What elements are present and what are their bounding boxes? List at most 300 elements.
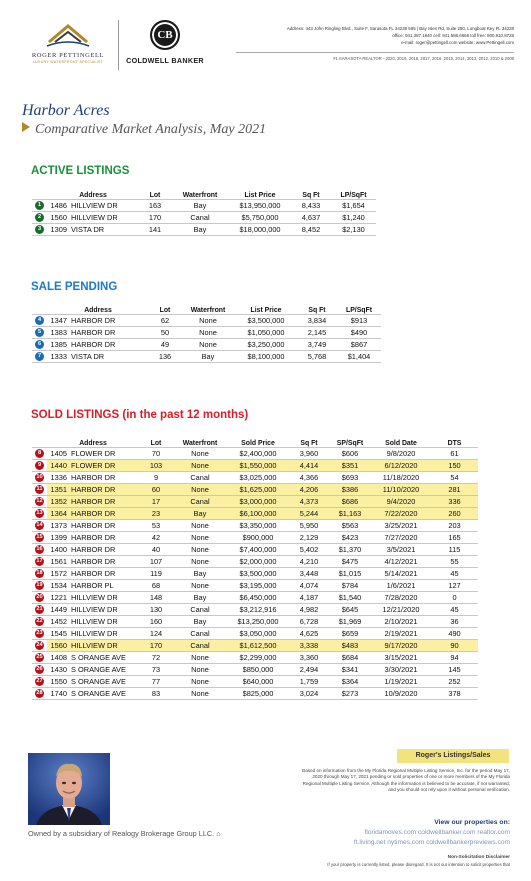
column-header: DTS bbox=[447, 439, 462, 447]
logo-divider bbox=[118, 20, 119, 70]
price-cell: $1,050,000 bbox=[235, 326, 297, 338]
price-per-sqft-cell: $1,969 bbox=[329, 615, 371, 627]
column-header: LP/SqFt bbox=[340, 191, 367, 199]
row-number-badge: 17 bbox=[36, 557, 43, 564]
street-name: S ORANGE AVE bbox=[69, 675, 139, 687]
sqft-cell: 2,494 bbox=[289, 663, 329, 675]
table-row[interactable] bbox=[32, 314, 381, 326]
price-cell: $3,500,000 bbox=[227, 567, 289, 579]
price-cell: $3,212,916 bbox=[227, 603, 289, 615]
street-number: 1373 bbox=[47, 519, 69, 531]
row-number-badge: 2 bbox=[35, 213, 44, 222]
waterfront-cell: Canal bbox=[173, 627, 227, 639]
price-per-sqft-cell: $2,130 bbox=[331, 223, 376, 235]
street-number: 1352 bbox=[47, 495, 69, 507]
sold-date-cell: 7/28/2020 bbox=[371, 591, 431, 603]
price-per-sqft-cell: $273 bbox=[329, 687, 371, 699]
waterfront-cell: Canal bbox=[171, 211, 229, 223]
price-per-sqft-cell: $1,163 bbox=[329, 507, 371, 519]
roger-pettingell-logo[interactable] bbox=[22, 20, 114, 72]
row-number-badge: 14 bbox=[36, 521, 43, 528]
row-number-badge: 3 bbox=[35, 225, 44, 234]
waterfront-cell: None bbox=[173, 675, 227, 687]
sqft-cell: 2,145 bbox=[297, 326, 337, 338]
price-per-sqft-cell: $490 bbox=[337, 326, 381, 338]
row-marker bbox=[32, 199, 47, 211]
price-per-sqft-cell: $386 bbox=[329, 483, 371, 495]
price-cell: $6,100,000 bbox=[227, 507, 289, 519]
table-row[interactable] bbox=[32, 651, 478, 663]
days-to-sell-cell: 378 bbox=[431, 687, 478, 699]
row-number-badge: 5 bbox=[35, 328, 44, 337]
sqft-cell: 3,749 bbox=[297, 338, 337, 350]
street-number: 1333 bbox=[47, 350, 69, 362]
waterfront-cell: Bay bbox=[173, 615, 227, 627]
sqft-cell: 4,074 bbox=[289, 579, 329, 591]
rogers-listings-button[interactable]: Roger's Listings/Sales bbox=[397, 749, 509, 763]
sqft-cell: 4,210 bbox=[289, 555, 329, 567]
column-header: Waterfront bbox=[182, 191, 218, 199]
column-header: Lot bbox=[159, 306, 171, 314]
row-marker bbox=[32, 531, 47, 543]
table-row[interactable] bbox=[32, 459, 478, 471]
street-number: 1364 bbox=[47, 507, 69, 519]
sqft-cell: 3,024 bbox=[289, 687, 329, 699]
days-to-sell-cell: 127 bbox=[431, 579, 478, 591]
price-cell: $3,000,000 bbox=[227, 495, 289, 507]
sold-date-cell: 4/12/2021 bbox=[371, 555, 431, 567]
column-header-address: Address bbox=[84, 306, 112, 314]
table-row[interactable] bbox=[32, 615, 478, 627]
street-name: HILLVIEW DR bbox=[69, 627, 139, 639]
active-listings-table bbox=[32, 186, 376, 236]
sqft-cell: 3,960 bbox=[289, 447, 329, 459]
column-header-address: Address bbox=[79, 439, 107, 447]
table-header-row bbox=[32, 301, 381, 314]
waterfront-cell: None bbox=[173, 459, 227, 471]
cb-brand-name: COLDWELL BANKER bbox=[126, 56, 204, 65]
row-marker bbox=[32, 447, 47, 459]
lot-cell: 83 bbox=[139, 687, 173, 699]
waterfront-cell: Bay bbox=[171, 199, 229, 211]
price-cell: $3,195,000 bbox=[227, 579, 289, 591]
lot-cell: 23 bbox=[139, 507, 173, 519]
sold-date-cell: 3/25/2021 bbox=[371, 519, 431, 531]
row-marker bbox=[32, 615, 47, 627]
street-name: HILLVIEW DR bbox=[69, 591, 139, 603]
row-marker bbox=[32, 326, 47, 338]
row-marker bbox=[32, 338, 47, 350]
price-cell: $13,950,000 bbox=[229, 199, 291, 211]
days-to-sell-cell: 0 bbox=[431, 591, 478, 603]
sqft-cell: 4,637 bbox=[291, 211, 331, 223]
sqft-cell: 4,373 bbox=[289, 495, 329, 507]
lot-cell: 73 bbox=[139, 663, 173, 675]
lot-cell: 50 bbox=[149, 326, 181, 338]
row-marker bbox=[32, 314, 47, 326]
street-number: 1221 bbox=[47, 591, 69, 603]
street-number: 1351 bbox=[47, 483, 69, 495]
sold-date-cell: 12/21/2020 bbox=[371, 603, 431, 615]
days-to-sell-cell: 61 bbox=[431, 447, 478, 459]
lot-cell: 119 bbox=[139, 567, 173, 579]
sqft-cell: 4,366 bbox=[289, 471, 329, 483]
table-row[interactable] bbox=[32, 211, 376, 223]
table-row[interactable] bbox=[32, 507, 478, 519]
street-name: HARBOR PL bbox=[69, 579, 139, 591]
sold-date-cell: 10/9/2020 bbox=[371, 687, 431, 699]
street-name: VISTA DR bbox=[69, 223, 139, 235]
price-per-sqft-cell: $867 bbox=[337, 338, 381, 350]
sold-listings-title: SOLD LISTINGS (in the past 12 months) bbox=[31, 409, 249, 421]
street-number: 1740 bbox=[47, 687, 69, 699]
page-header bbox=[0, 0, 531, 80]
price-per-sqft-cell: $1,654 bbox=[331, 199, 376, 211]
rp-brand-tagline: LUXURY WATERFRONT SPECIALIST bbox=[32, 60, 104, 64]
row-number-badge: 22 bbox=[36, 617, 43, 624]
sold-date-cell: 11/18/2020 bbox=[371, 471, 431, 483]
lot-cell: 72 bbox=[139, 651, 173, 663]
table-row[interactable] bbox=[32, 338, 381, 350]
street-name: HARBOR DR bbox=[69, 555, 139, 567]
sold-date-cell: 9/17/2020 bbox=[371, 639, 431, 651]
days-to-sell-cell: 490 bbox=[431, 627, 478, 639]
sqft-cell: 4,625 bbox=[289, 627, 329, 639]
sqft-cell: 3,448 bbox=[289, 567, 329, 579]
header-spacer bbox=[32, 301, 47, 314]
lot-cell: 124 bbox=[139, 627, 173, 639]
price-per-sqft-cell: $1,015 bbox=[329, 567, 371, 579]
row-number-badge: 21 bbox=[36, 605, 43, 612]
price-per-sqft-cell: $913 bbox=[337, 314, 381, 326]
price-cell: $3,500,000 bbox=[235, 314, 297, 326]
street-name: HARBOR DR bbox=[69, 519, 139, 531]
row-marker bbox=[32, 639, 47, 651]
sqft-cell: 4,187 bbox=[289, 591, 329, 603]
street-name: HARBOR DR bbox=[69, 495, 139, 507]
sold-date-cell: 7/27/2020 bbox=[371, 531, 431, 543]
lot-cell: 170 bbox=[139, 639, 173, 651]
price-cell: $3,350,000 bbox=[227, 519, 289, 531]
non-solicitation-title: Non-Solicitation Disclaimer bbox=[447, 855, 510, 860]
row-number-badge: 9 bbox=[35, 461, 44, 470]
table-header-row bbox=[32, 434, 478, 447]
row-marker bbox=[32, 687, 47, 699]
table-row[interactable] bbox=[32, 531, 478, 543]
contact-email[interactable]: e-mail: roger@pettingell.com website: www.Pettingell.com bbox=[401, 40, 514, 45]
row-number-badge: 6 bbox=[35, 340, 44, 349]
column-header: LP/SqFt bbox=[345, 306, 373, 314]
property-websites-line-2[interactable]: ft.living.net nytimes.com coldwellbankerpreviews.com bbox=[353, 839, 510, 846]
row-marker bbox=[32, 555, 47, 567]
row-number-badge: 24 bbox=[36, 641, 43, 648]
waterfront-cell: Canal bbox=[173, 603, 227, 615]
sqft-cell: 1,759 bbox=[289, 675, 329, 687]
street-number: 1408 bbox=[47, 651, 69, 663]
days-to-sell-cell: 45 bbox=[431, 567, 478, 579]
street-name: HILLVIEW DR bbox=[69, 211, 139, 223]
sqft-cell: 5,244 bbox=[289, 507, 329, 519]
street-name: HILLVIEW DR bbox=[69, 603, 139, 615]
row-marker bbox=[32, 603, 47, 615]
row-marker bbox=[32, 663, 47, 675]
table-row[interactable] bbox=[32, 543, 478, 555]
price-per-sqft-cell: $1,404 bbox=[337, 350, 381, 362]
street-name: HARBOR DR bbox=[69, 567, 139, 579]
row-marker bbox=[32, 675, 47, 687]
price-cell: $18,000,000 bbox=[229, 223, 291, 235]
sold-date-cell: 11/10/2020 bbox=[371, 483, 431, 495]
row-number-badge: 23 bbox=[36, 629, 43, 636]
house-logo-icon bbox=[43, 20, 93, 50]
row-number-badge: 10 bbox=[36, 473, 43, 480]
sold-date-cell: 1/19/2021 bbox=[371, 675, 431, 687]
sqft-cell: 4,206 bbox=[289, 483, 329, 495]
waterfront-cell: Bay bbox=[181, 350, 235, 362]
table-row[interactable] bbox=[32, 350, 381, 362]
lot-cell: 136 bbox=[149, 350, 181, 362]
waterfront-cell: None bbox=[181, 338, 235, 350]
non-solicitation-text: If your property is currently listed, please disregard. It is not our intention to solicit properties that bbox=[327, 862, 510, 867]
table-row[interactable] bbox=[32, 471, 478, 483]
table-row[interactable] bbox=[32, 483, 478, 495]
column-header-address: Address bbox=[79, 191, 107, 199]
table-row[interactable] bbox=[32, 591, 478, 603]
price-cell: $7,400,000 bbox=[227, 543, 289, 555]
row-marker bbox=[32, 223, 47, 235]
sqft-cell: 8,433 bbox=[291, 199, 331, 211]
price-per-sqft-cell: $686 bbox=[329, 495, 371, 507]
view-properties-heading: View our properties on: bbox=[434, 819, 510, 826]
table-row[interactable] bbox=[32, 199, 376, 211]
table-row[interactable] bbox=[32, 663, 478, 675]
row-number-badge: 16 bbox=[36, 545, 43, 552]
lot-cell: 49 bbox=[149, 338, 181, 350]
row-number-badge: 15 bbox=[36, 533, 43, 540]
row-number-badge: 19 bbox=[36, 581, 43, 588]
row-number-badge: 25 bbox=[36, 653, 43, 660]
sqft-cell: 5,768 bbox=[297, 350, 337, 362]
waterfront-cell: None bbox=[173, 543, 227, 555]
column-header: Sold Price bbox=[241, 439, 275, 447]
row-marker bbox=[32, 579, 47, 591]
waterfront-cell: Canal bbox=[173, 639, 227, 651]
street-number: 1383 bbox=[47, 326, 69, 338]
row-marker bbox=[32, 591, 47, 603]
lot-cell: 170 bbox=[139, 211, 171, 223]
street-number: 1572 bbox=[47, 567, 69, 579]
street-name: HARBOR DR bbox=[69, 314, 149, 326]
table-row[interactable] bbox=[32, 223, 376, 235]
street-number: 1309 bbox=[47, 223, 69, 235]
street-number: 1449 bbox=[47, 603, 69, 615]
days-to-sell-cell: 55 bbox=[431, 555, 478, 567]
column-header: List Price bbox=[244, 191, 276, 199]
sold-date-cell: 2/19/2021 bbox=[371, 627, 431, 639]
cb-seal-icon: CB bbox=[150, 20, 180, 50]
table-row[interactable] bbox=[32, 555, 478, 567]
row-marker bbox=[32, 350, 47, 362]
waterfront-cell: Bay bbox=[173, 507, 227, 519]
price-cell: $640,000 bbox=[227, 675, 289, 687]
triangle-bullet-icon bbox=[22, 122, 30, 132]
agent-portrait-icon bbox=[28, 753, 110, 825]
column-header: Sq Ft bbox=[302, 191, 320, 199]
table-row[interactable] bbox=[32, 603, 478, 615]
sqft-cell: 5,950 bbox=[289, 519, 329, 531]
price-per-sqft-cell: $563 bbox=[329, 519, 371, 531]
price-per-sqft-cell: $351 bbox=[329, 459, 371, 471]
lot-cell: 40 bbox=[139, 543, 173, 555]
row-number-badge: 13 bbox=[36, 509, 43, 516]
days-to-sell-cell: 36 bbox=[431, 615, 478, 627]
row-marker bbox=[32, 627, 47, 639]
street-name: HARBOR DR bbox=[69, 507, 139, 519]
days-to-sell-cell: 281 bbox=[431, 483, 478, 495]
lot-cell: 163 bbox=[139, 199, 171, 211]
table-row[interactable] bbox=[32, 639, 478, 651]
days-to-sell-cell: 165 bbox=[431, 531, 478, 543]
lot-cell: 77 bbox=[139, 675, 173, 687]
column-header: Waterfront bbox=[182, 439, 218, 447]
street-number: 1400 bbox=[47, 543, 69, 555]
street-name: HARBOR DR bbox=[69, 483, 139, 495]
property-websites-line-1[interactable]: floridamoves.com coldwellbanker.com realtor.com bbox=[364, 829, 510, 836]
sold-date-cell: 5/14/2021 bbox=[371, 567, 431, 579]
contact-block bbox=[236, 25, 514, 46]
column-header: Lot bbox=[149, 191, 161, 199]
sqft-cell: 3,834 bbox=[297, 314, 337, 326]
table-row[interactable] bbox=[32, 495, 478, 507]
waterfront-cell: None bbox=[173, 447, 227, 459]
table-row[interactable] bbox=[32, 627, 478, 639]
table-row[interactable] bbox=[32, 447, 478, 459]
price-per-sqft-cell: $645 bbox=[329, 603, 371, 615]
sold-date-cell: 3/5/2021 bbox=[371, 543, 431, 555]
days-to-sell-cell: 54 bbox=[431, 471, 478, 483]
subtitle-text: Comparative Market Analysis, May 2021 bbox=[35, 122, 267, 137]
table-row[interactable] bbox=[32, 579, 478, 591]
street-name: HILLVIEW DR bbox=[69, 639, 139, 651]
contact-divider bbox=[236, 52, 514, 53]
price-per-sqft-cell: $693 bbox=[329, 471, 371, 483]
lot-cell: 53 bbox=[139, 519, 173, 531]
price-cell: $1,612,500 bbox=[227, 639, 289, 651]
row-number-badge: 12 bbox=[36, 497, 43, 504]
street-name: HARBOR DR bbox=[69, 531, 139, 543]
row-marker bbox=[32, 567, 47, 579]
lot-cell: 9 bbox=[139, 471, 173, 483]
equal-housing-icon: ⌂ bbox=[214, 829, 221, 838]
row-marker bbox=[32, 211, 47, 223]
street-number: 1452 bbox=[47, 615, 69, 627]
price-per-sqft-cell: $423 bbox=[329, 531, 371, 543]
sqft-cell: 3,360 bbox=[289, 651, 329, 663]
page-title: Harbor Acres bbox=[22, 102, 110, 119]
lot-cell: 107 bbox=[139, 555, 173, 567]
price-cell: $900,000 bbox=[227, 531, 289, 543]
row-number-badge: 8 bbox=[35, 449, 44, 458]
table-row[interactable] bbox=[32, 687, 478, 699]
street-number: 1399 bbox=[47, 531, 69, 543]
price-per-sqft-cell: $341 bbox=[329, 663, 371, 675]
coldwell-banker-logo[interactable] bbox=[124, 20, 206, 72]
table-row[interactable] bbox=[32, 675, 478, 687]
sale-pending-table bbox=[32, 301, 381, 363]
ownership-notice bbox=[28, 829, 221, 838]
price-per-sqft-cell: $364 bbox=[329, 675, 371, 687]
street-number: 1440 bbox=[47, 459, 69, 471]
price-cell: $13,250,000 bbox=[227, 615, 289, 627]
active-listings-title: ACTIVE LISTINGS bbox=[31, 165, 130, 177]
sqft-cell: 4,414 bbox=[289, 459, 329, 471]
row-number-badge: 26 bbox=[36, 665, 43, 672]
row-number-badge: 4 bbox=[35, 316, 44, 325]
street-name: HILLVIEW DR bbox=[69, 615, 139, 627]
lot-cell: 17 bbox=[139, 495, 173, 507]
lot-cell: 130 bbox=[139, 603, 173, 615]
price-cell: $850,000 bbox=[227, 663, 289, 675]
street-name: FLOWER DR bbox=[69, 447, 139, 459]
page-subtitle bbox=[22, 122, 266, 138]
street-number: 1550 bbox=[47, 675, 69, 687]
price-cell: $1,550,000 bbox=[227, 459, 289, 471]
price-per-sqft-cell: $1,370 bbox=[329, 543, 371, 555]
mls-disclaimer: Based on information from the My Florida Regional Multiple Listing Service, Inc. for the period May 17, 2020 through May 17, 2021 pending or sold properties of one or more members of the My Florida Regional Multiple Listing Service. Although the information is believed to be accurate, if not warranted, and you should not rely upon it without personal verification. bbox=[302, 768, 510, 793]
ownership-text: Owned by a subsidiary of Realogy Brokerage Group LLC. bbox=[28, 829, 215, 838]
street-number: 1486 bbox=[47, 199, 69, 211]
column-header: Waterfront bbox=[190, 306, 226, 314]
waterfront-cell: None bbox=[173, 579, 227, 591]
street-name: FLOWER DR bbox=[69, 459, 139, 471]
price-cell: $825,000 bbox=[227, 687, 289, 699]
waterfront-cell: None bbox=[173, 483, 227, 495]
days-to-sell-cell: 336 bbox=[431, 495, 478, 507]
sold-date-cell: 3/30/2021 bbox=[371, 663, 431, 675]
table-row[interactable] bbox=[32, 326, 381, 338]
street-name: HARBOR DR bbox=[69, 338, 149, 350]
days-to-sell-cell: 45 bbox=[431, 603, 478, 615]
street-name: VISTA DR bbox=[69, 350, 149, 362]
days-to-sell-cell: 115 bbox=[431, 543, 478, 555]
row-marker bbox=[32, 651, 47, 663]
contact-address: Address: 443 John Ringling Blvd., Suite F, Sarasota FL 34236 595 | Bay Isles Rd, Suite 250, Longboat Key FL 34228 bbox=[286, 26, 514, 31]
table-row[interactable] bbox=[32, 567, 478, 579]
table-row[interactable] bbox=[32, 519, 478, 531]
sold-date-cell: 2/10/2021 bbox=[371, 615, 431, 627]
column-header: Lot bbox=[150, 439, 162, 447]
street-number: 1347 bbox=[47, 314, 69, 326]
sqft-cell: 4,982 bbox=[289, 603, 329, 615]
price-cell: $2,400,000 bbox=[227, 447, 289, 459]
row-number-badge: 11 bbox=[36, 485, 43, 492]
lot-cell: 141 bbox=[139, 223, 171, 235]
lot-cell: 60 bbox=[139, 483, 173, 495]
street-name: S ORANGE AVE bbox=[69, 663, 139, 675]
street-number: 1405 bbox=[47, 447, 69, 459]
price-per-sqft-cell: $659 bbox=[329, 627, 371, 639]
column-header: Sq Ft bbox=[300, 439, 318, 447]
days-to-sell-cell: 252 bbox=[431, 675, 478, 687]
waterfront-cell: Canal bbox=[173, 495, 227, 507]
sold-date-cell: 3/15/2021 bbox=[371, 651, 431, 663]
awards-line: #1 SARASOTA REALTOR - 2020, 2019, 2018, 2017, 2016, 2015, 2014, 2013, 2012, 2010 & 2008 bbox=[333, 56, 514, 61]
price-per-sqft-cell: $1,540 bbox=[329, 591, 371, 603]
column-header: Sq Ft bbox=[308, 306, 326, 314]
street-number: 1385 bbox=[47, 338, 69, 350]
sold-date-cell: 9/4/2020 bbox=[371, 495, 431, 507]
price-cell: $5,750,000 bbox=[229, 211, 291, 223]
